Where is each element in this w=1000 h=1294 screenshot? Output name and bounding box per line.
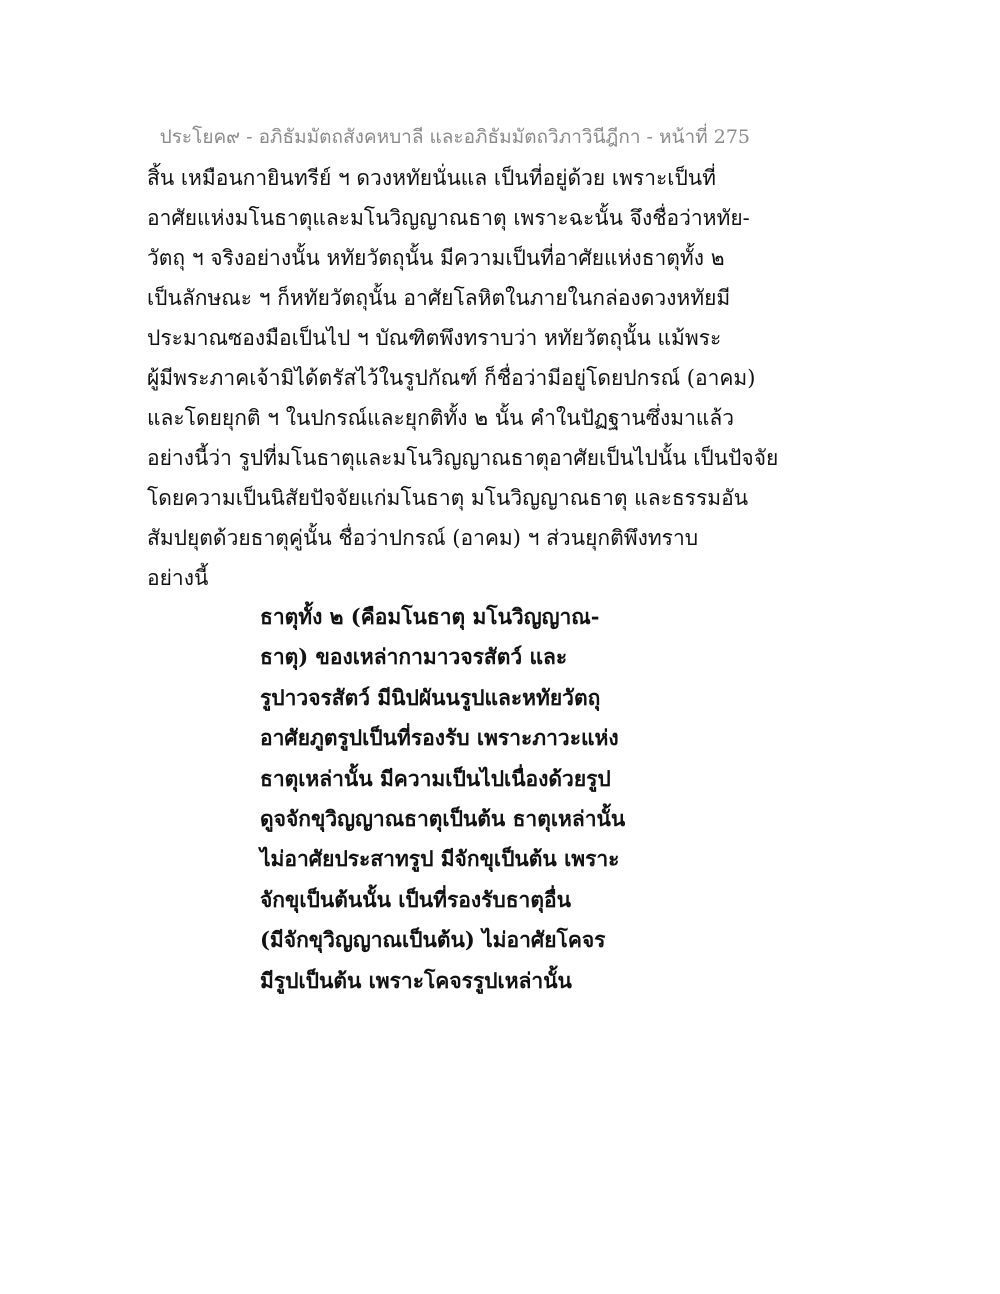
text-line: ประมาณซองมือเป็นไป ฯ บัณฑิตพึงทราบว่า หทัยวัตถุนั้น แม้พระ xyxy=(147,326,722,350)
verse-line: จักขุเป็นต้นนั้น เป็นที่รองรับธาตุอื่น xyxy=(260,886,571,912)
body-paragraph xyxy=(147,158,779,598)
verse-line: ไม่อาศัยประสาทรูป มีจักขุเป็นต้น เพราะ xyxy=(260,846,620,872)
verse-line: ธาตุ) ของเหล่ากามาวจรสัตว์ และ xyxy=(260,644,568,670)
verse-line: ธาตุทั้ง ๒ (คือมโนธาตุ มโนวิญญาณ- xyxy=(260,604,600,629)
verse-line: รูปาวจรสัตว์ มีนิปผันนรูปและหทัยวัตถุ xyxy=(260,684,601,710)
text-line: โดยความเป็นนิสัยปัจจัยแก่มโนธาตุ มโนวิญญาณธาตุ และธรรมอัน xyxy=(147,486,749,510)
text-line: สัมปยุตด้วยธาตุคู่นั้น ชื่อว่าปกรณ์ (อาคม) ฯ ส่วนยุกติพึงทราบ xyxy=(147,526,699,550)
text-line: วัตถุ ฯ จริงอย่างนั้น หทัยวัตถุนั้น มีความเป็นที่อาศัยแห่งธาตุทั้ง ๒ xyxy=(147,246,725,270)
text-line: อาศัยแห่งมโนธาตุและมโนวิญญาณธาตุ เพราะฉะนั้น จึงชื่อว่าหทัย- xyxy=(147,206,750,230)
verse-line: มีรูปเป็นต้น เพราะโคจรรูปเหล่านั้น xyxy=(260,967,572,993)
running-header: ประโยค๙ - อภิธัมมัตถสังคหบาลี และอภิธัมมัตถวิภาวินีฎีกา - หน้าที่ 275 xyxy=(159,126,750,148)
verse-line: ดูจจักขุวิญญาณธาตุเป็นต้น ธาตุเหล่านั้น xyxy=(260,805,626,831)
text-line: สิ้น เหมือนกายินทรีย์ ฯ ดวงหทัยนั่นแล เป็นที่อยู่ด้วย เพราะเป็นที่ xyxy=(147,166,716,190)
text-line: ผู้มีพระภาคเจ้ามิได้ตรัสไว้ในรูปกัณฑ์ ก็ชื่อว่ามีอยู่โดยปกรณ์ (อาคม) xyxy=(147,366,756,390)
text-line: อย่างนี้ว่า รูปที่มโนธาตุและมโนวิญญาณธาตุอาศัยเป็นไปนั้น เป็นปัจจัย xyxy=(147,446,779,470)
verse-line: อาศัยภูตรูปเป็นที่รองรับ เพราะภาวะแห่ง xyxy=(260,725,619,751)
text-line: เป็นลักษณะ ฯ ก็หทัยวัตถุนั้น อาศัยโลหิตในภายในกล่องดวงหทัยมี xyxy=(147,286,731,310)
verse-block xyxy=(260,597,680,1001)
text-line: และโดยยุกติ ฯ ในปกรณ์และยุกติทั้ง ๒ นั้น คำในปัฏฐานซึ่งมาแล้ว xyxy=(147,406,735,430)
text-line: อย่างนี้ xyxy=(147,566,209,590)
verse-line: ธาตุเหล่านั้น มีความเป็นไปเนื่องด้วยรูป xyxy=(260,765,611,791)
verse-line: (มีจักขุวิญญาณเป็นต้น) ไม่อาศัยโคจร xyxy=(260,927,606,953)
